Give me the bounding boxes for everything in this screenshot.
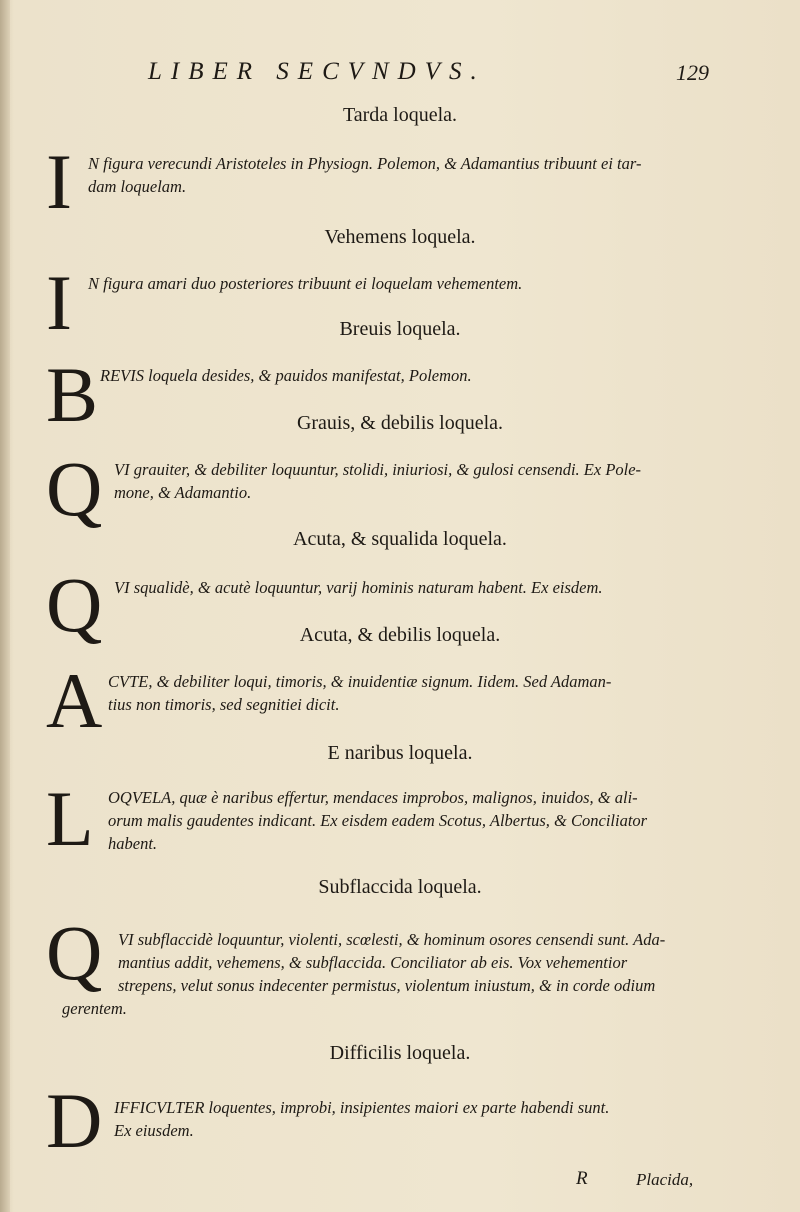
paragraph (114, 1096, 728, 1142)
section-heading: Acuta, & debilis loquela. (299, 624, 501, 646)
drop-cap: Q (46, 445, 103, 532)
paragraph (108, 670, 728, 716)
section-heading: Vehemens loquela. (324, 226, 476, 248)
catchword: Placida, (636, 1170, 694, 1189)
drop-cap: I (46, 138, 72, 225)
section-heading: Breuis loquela. (339, 318, 461, 340)
text-line: VI squalidè, & acutè loquuntur, varij hominis naturam habent. Ex eisdem. (114, 578, 603, 597)
text-line: gerentem. (62, 999, 127, 1018)
drop-cap: A (46, 657, 103, 744)
section-heading: E naribus loquela. (327, 742, 473, 764)
page-number: 129 (676, 60, 709, 85)
section-heading: Grauis, & debilis loquela. (296, 412, 504, 434)
text-line: REVIS loquela desides, & pauidos manifestat, Polemon. (100, 366, 472, 385)
text-line: mone, & Adamantio. (114, 483, 252, 502)
text-line: VI subflaccidè loquuntur, violenti, scœlesti, & hominum osores censendi sunt. Ada- (118, 930, 666, 949)
text-line: habent. (108, 834, 158, 853)
page-gutter (0, 0, 10, 1212)
paragraph (114, 458, 728, 504)
section-heading: Subflaccida loquela. (318, 876, 482, 898)
paragraph (114, 576, 728, 599)
section-heading: Acuta, & squalida loquela. (293, 528, 507, 550)
text-line: CVTE, & debiliter loqui, timoris, & inuidentiæ signum. Iidem. Sed Adaman- (108, 672, 612, 691)
text-line: N figura amari duo posteriores tribuunt ei loquelam vehementem. (88, 274, 523, 293)
text-line: mantius addit, vehemens, & subflaccida. Conciliator ab eis. Vox vehementior (118, 953, 628, 972)
signature-mark: R (576, 1168, 588, 1189)
text-line: tius non timoris, sed segnitiei dicit. (108, 695, 340, 714)
section-heading: Tarda loquela. (342, 104, 458, 126)
text-line: IFFICVLTER loquentes, improbi, insipientes maiori ex parte habendi sunt. (114, 1098, 610, 1117)
drop-cap: D (46, 1077, 103, 1164)
text-line: dam loquelam. (88, 177, 187, 196)
paragraph (108, 786, 728, 855)
paragraph (88, 152, 728, 198)
paragraph (62, 928, 728, 1020)
text-line: strepens, velut sonus indecenter permistus, violentum iniustum, & in corde odium (118, 976, 656, 995)
section-heading: Difficilis loquela. (329, 1042, 471, 1064)
drop-cap: I (46, 259, 72, 346)
running-title: LIBER SECVNDVS. (148, 58, 486, 85)
text-line: VI grauiter, & debiliter loquuntur, stolidi, iniuriosi, & gulosi censendi. Ex Pole- (114, 460, 642, 479)
drop-cap: L (46, 775, 94, 862)
text-line: N figura verecundi Aristoteles in Physiogn. Polemon, & Adamantius tribuunt ei tar- (88, 154, 642, 173)
text-line: Ex eiusdem. (114, 1121, 194, 1140)
drop-cap: Q (46, 561, 103, 648)
paragraph (88, 272, 728, 295)
text-line: orum malis gaudentes indicant. Ex eisdem eadem Scotus, Albertus, & Conciliator (108, 811, 648, 830)
drop-cap: B (46, 351, 99, 438)
text-line: OQVELA, quæ è naribus effertur, mendaces improbos, malignos, inuidos, & ali- (108, 788, 638, 807)
paragraph (100, 364, 728, 387)
drop-cap: Q (46, 909, 103, 996)
